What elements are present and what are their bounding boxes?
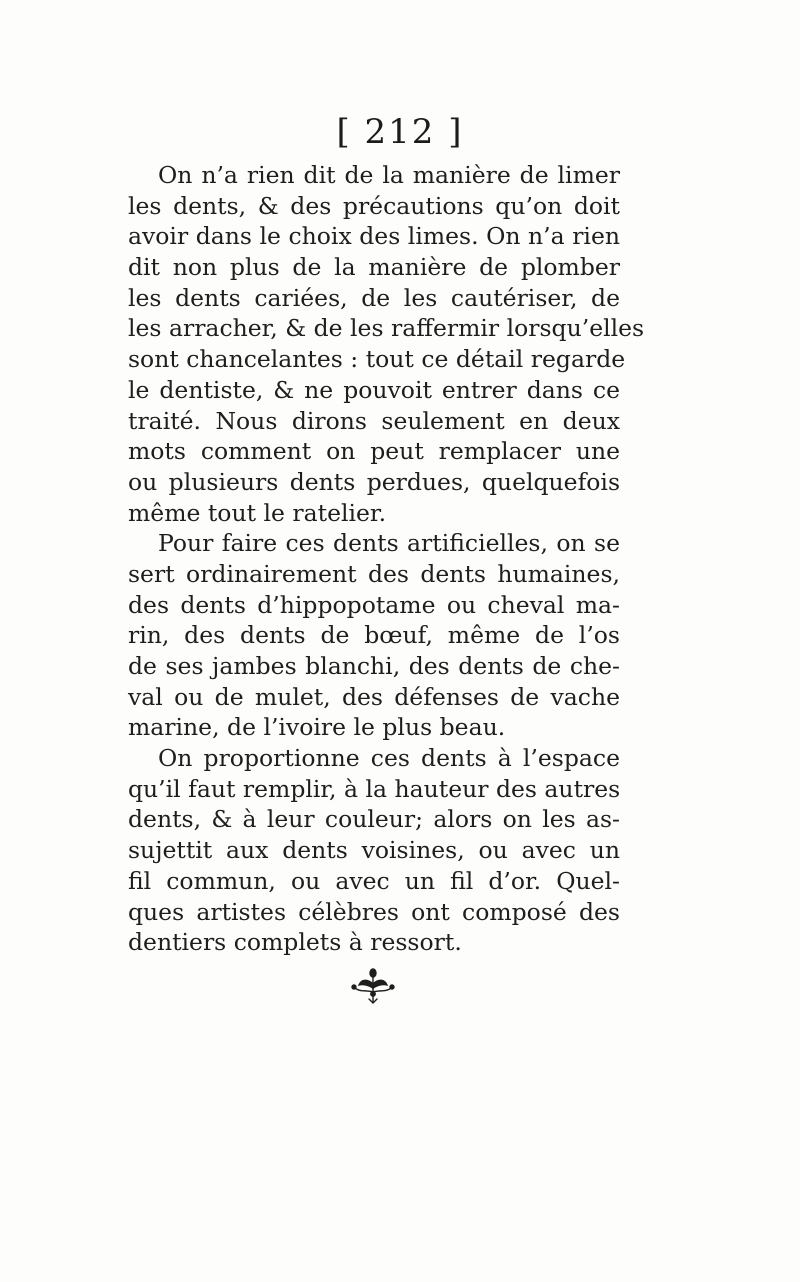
paragraph-1: [128, 160, 645, 528]
paragraph-3: [128, 743, 620, 958]
text-line: les dents cariées, de les cautériser, de: [128, 283, 620, 312]
page-number: [ 212 ]: [336, 112, 464, 152]
text-line: ou plusieurs dents perdues, quelquefois: [128, 467, 620, 496]
text-line: les dents, & des précautions qu’on doit: [128, 191, 620, 220]
text-line: sert ordinairement des dents humaines,: [128, 559, 620, 588]
text-line: dit non plus de la manière de plomber: [128, 253, 620, 282]
text-line: sont chancelantes : tout ce détail regarde: [128, 345, 626, 374]
fleuron-ornament-icon: [349, 966, 397, 1006]
text-line: val ou de mulet, des défenses de vache: [128, 682, 620, 711]
text-line: de ses jambes blanchi, des dents de che-: [128, 652, 620, 680]
text-line: qu’il faut remplir, à la hauteur des autres: [128, 774, 621, 803]
text-line: le dentiste, & ne pouvoit entrer dans ce: [128, 375, 620, 404]
text-line: dentiers complets à ressort.: [128, 928, 462, 957]
text-line: fil commun, ou avec un fil d’or. Quel-: [128, 866, 620, 895]
text-line: traité. Nous dirons seulement en deux: [128, 406, 620, 435]
text-line: ques artistes célèbres ont composé des: [128, 897, 620, 926]
text-line: les arracher, & de les raffermir lorsqu’elles: [128, 314, 645, 343]
text-line: On proportionne ces dents à l’espace: [158, 744, 620, 773]
text-line: marine, de l’ivoire le plus beau.: [128, 713, 506, 742]
text-line: des dents d’hippopotame ou cheval ma-: [128, 590, 620, 619]
text-line: dents, & à leur couleur; alors on les as-: [128, 805, 620, 834]
text-line: mots comment on peut remplacer une: [128, 437, 620, 466]
text-line: avoir dans le choix des limes. On n’a rien: [128, 222, 620, 251]
text-line: rin, des dents de bœuf, même de l’os: [128, 621, 620, 650]
paragraph-2: [128, 528, 620, 743]
text-line: sujettit aux dents voisines, ou avec un: [128, 836, 620, 865]
text-line: Pour faire ces dents artificielles, on se: [158, 529, 620, 558]
text-line: même tout le ratelier.: [128, 498, 387, 527]
text-line: On n’a rien dit de la manière de limer: [158, 161, 620, 189]
body-text: [128, 160, 645, 958]
